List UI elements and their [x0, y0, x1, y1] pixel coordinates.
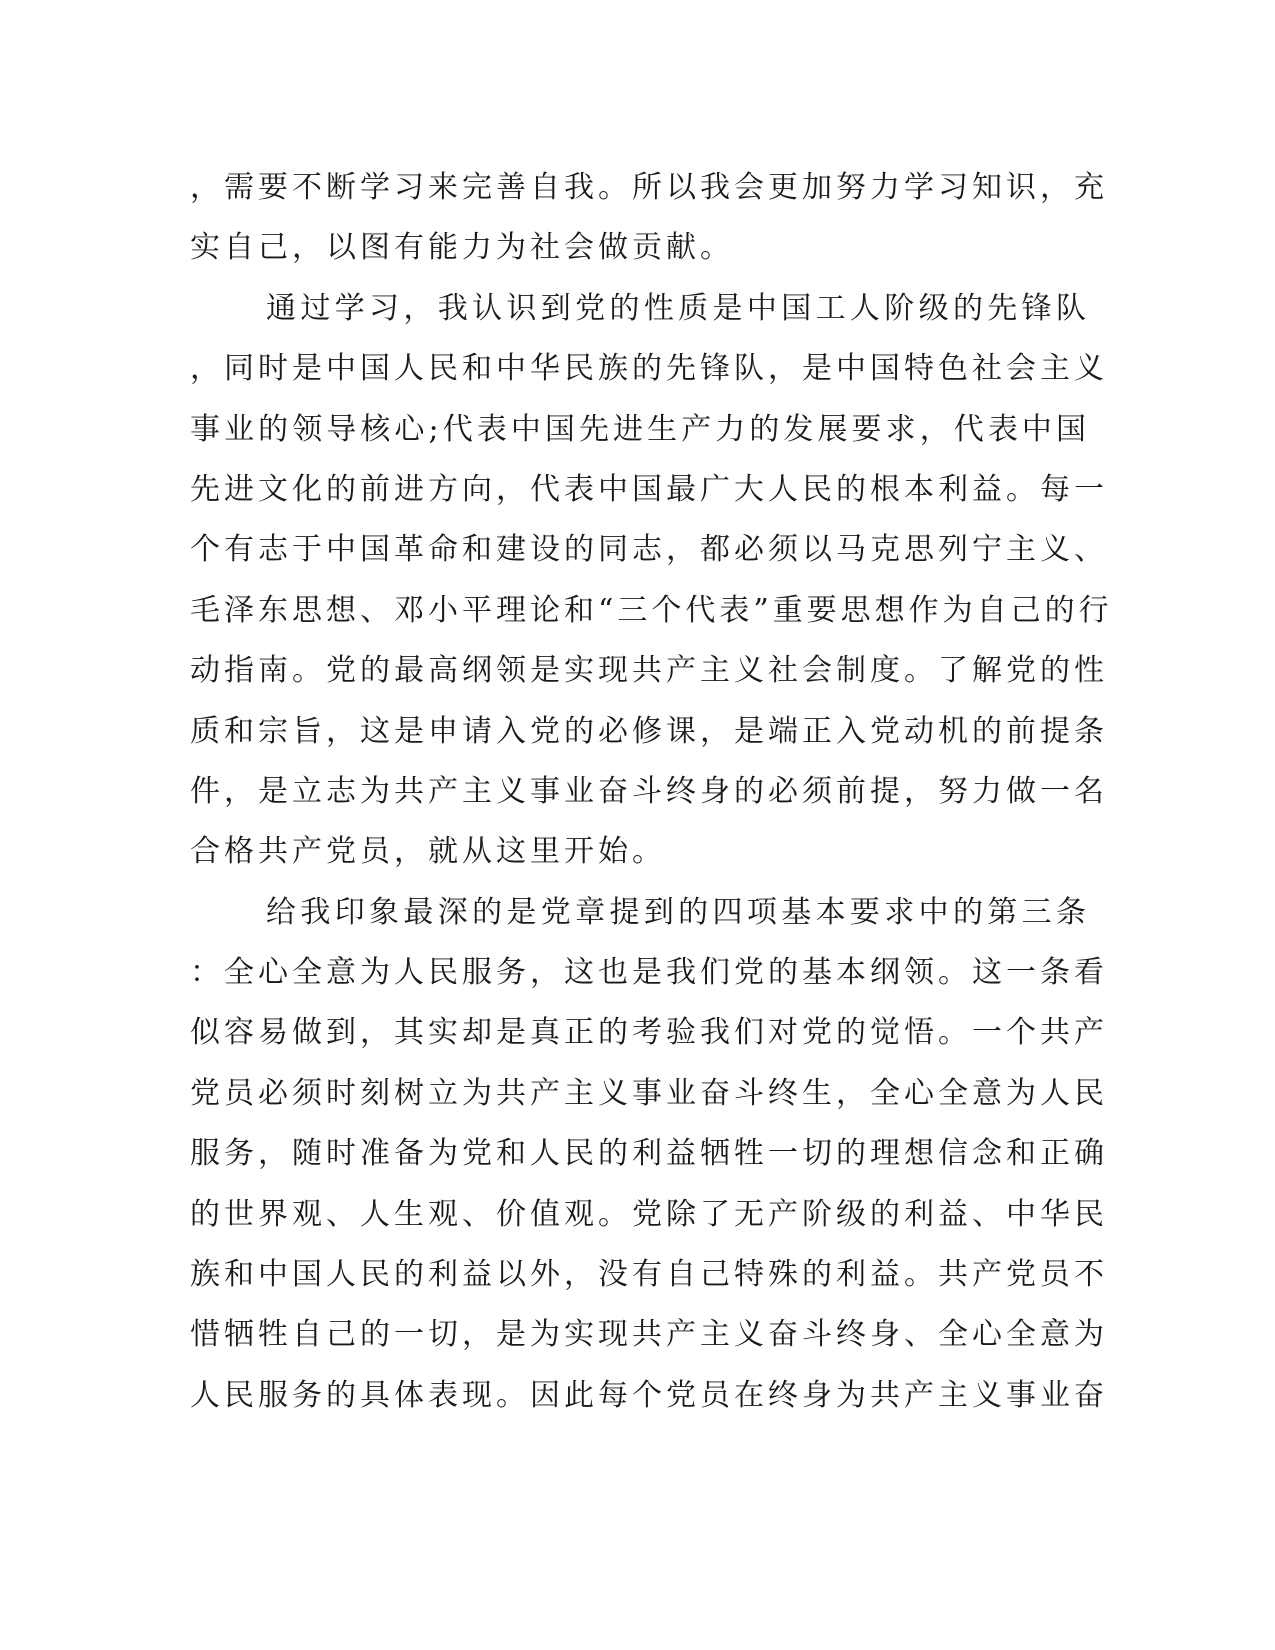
text-line: ，同时是中国人民和中华民族的先锋队，是中国特色社会主义	[190, 351, 1108, 387]
text-line: 服务，随时准备为党和人民的利益牺牲一切的理想信念和正确	[190, 1136, 1108, 1172]
text-line: 实自己，以图有能力为社会做贡献。	[190, 230, 734, 266]
text-line: 合格共产党员，就从这里开始。	[190, 834, 666, 870]
text-line: 人民服务的具体表现。因此每个党员在终身为共产主义事业奋	[190, 1377, 1108, 1413]
text-line: 个有志于中国革命和建设的同志，都必须以马克思列宁主义、	[190, 532, 1108, 568]
text-line: 动指南。党的最高纲领是实现共产主义社会制度。了解党的性	[190, 653, 1108, 689]
paragraph-first-line: 给我印象最深的是党章提到的四项基本要求中的第三条	[266, 894, 1090, 930]
text-line: 毛泽东思想、邓小平理论和“三个代表”重要思想作为自己的行	[190, 592, 1113, 628]
paragraph-first-line: 通过学习，我认识到党的性质是中国工人阶级的先锋队	[266, 290, 1090, 326]
text-line: 党员必须时刻树立为共产主义事业奋斗终生，全心全意为人民	[190, 1075, 1108, 1111]
text-line: 的世界观、人生观、价值观。党除了无产阶级的利益、中华民	[190, 1196, 1108, 1232]
text-line: 质和宗旨，这是申请入党的必修课，是端正入党动机的前提条	[190, 713, 1108, 749]
text-line: 先进文化的前进方向，代表中国最广大人民的根本利益。每一	[190, 471, 1108, 507]
text-line: 族和中国人民的利益以外，没有自己特殊的利益。共产党员不	[190, 1257, 1108, 1293]
text-line: 件，是立志为共产主义事业奋斗终身的必须前提，努力做一名	[190, 773, 1108, 809]
text-line: ，需要不断学习来完善自我。所以我会更加努力学习知识，充	[190, 170, 1108, 205]
text-line: 惜牺牲自己的一切，是为实现共产主义奋斗终身、全心全意为	[190, 1317, 1108, 1353]
body-text	[190, 158, 1113, 1426]
text-line: 似容易做到，其实却是真正的考验我们对党的觉悟。一个共产	[190, 1015, 1108, 1051]
text-line: ：全心全意为人民服务，这也是我们党的基本纲领。这一条看	[190, 955, 1108, 991]
text-line: 事业的领导核心;代表中国先进生产力的发展要求，代表中国	[190, 411, 1090, 447]
